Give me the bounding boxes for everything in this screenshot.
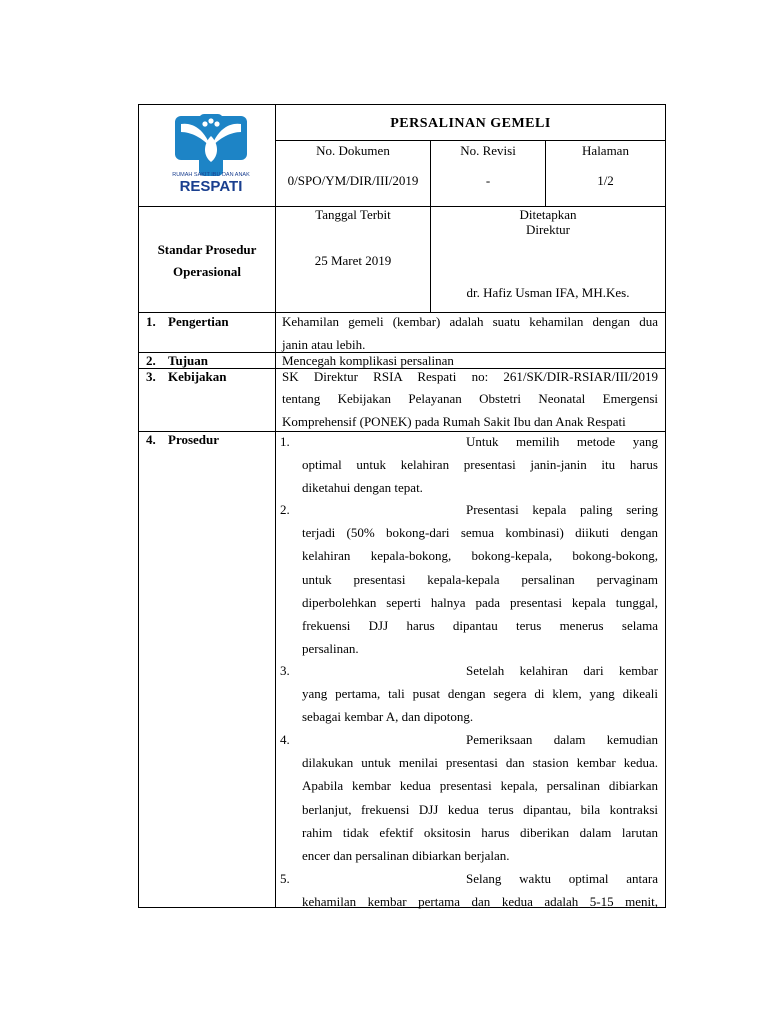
document-title: PERSALINAN GEMELI [390,116,551,131]
prosedur-item-line: rahim tidak efektif oksitosin harus diberikan dalam larutan [302,824,658,840]
prosedur-item-number: 2. [280,502,290,517]
prosedur-item-line: sebagai kembar A, dan dipotong. [302,709,474,725]
prosedur-item-line: encer dan persalinan dibiarkan berjalan. [302,847,510,863]
divider-left-col [275,104,276,908]
no-revisi-label: No. Revisi [460,143,516,158]
tanggal-terbit-label: Tanggal Terbit [315,207,391,222]
section-number-kebijakan: 3. [146,369,156,384]
prosedur-item-line: Selang waktu optimal antara [466,871,658,886]
prosedur-item-line: berlanjut, frekuensi DJJ kedua terus dipantau, bila kontraksi [302,801,658,817]
table-border-right [665,104,666,908]
section-number-prosedur: 4. [146,432,156,447]
spo-title-line2: Operasional [173,264,241,279]
prosedur-item-line: Apabila kembar kedua presentasi kepala, persalinan dibiarkan [302,778,658,794]
prosedur-item-line: optimal untuk kelahiran presentasi janin-janin itu harus [302,457,658,473]
table-border-left [138,104,139,908]
prosedur-item-line: untuk presentasi kepala-kepala persalinan pervaginam [302,571,658,587]
halaman-value: 1/2 [597,173,614,188]
prosedur-item-line: dilakukan untuk menilai presentasi dan stasion kembar kedua. [302,755,658,771]
prosedur-item-line: frekuensi DJJ harus dipantau terus menerus selama [302,617,658,633]
kebijakan-text-line1: SK Direktur RSIA Respati no: 261/SK/DIR-RSIAR/III/2019 [282,369,658,384]
prosedur-item-line: diperbolehkan seperti halnya pada presentasi kepala tunggal, [302,594,658,610]
prosedur-item-line: Pemeriksaan dalam kemudian [466,732,658,747]
section-label-tujuan: Tujuan [168,353,208,368]
prosedur-item-line: Presentasi kepala paling sering [466,502,658,517]
prosedur-item-number: 5. [280,871,290,886]
prosedur-item-number: 3. [280,663,290,678]
hospital-logo [167,114,255,194]
prosedur-item-1 [302,430,658,500]
kebijakan-text-line2: tentang Kebijakan Pelayanan Obstetri Neonatal Emergensi [282,391,658,406]
no-dokumen-value: 0/SPO/YM/DIR/III/2019 [287,173,419,188]
pengertian-text-line1: Kehamilan gemeli (kembar) adalah suatu kehamilan dengan dua [282,314,658,329]
prosedur-item-4 [302,728,658,867]
logo-text-top: RUMAH SAKIT IBU DAN ANAK [172,172,250,178]
kebijakan-text-line3: Komprehensif (PONEK) pada Rumah Sakit Ibu dan Anak Respati [282,414,626,429]
prosedur-item-line: persalinan. [302,641,359,657]
section-number-tujuan: 2. [146,353,156,368]
direktur-label: Direktur [525,222,571,237]
table-border-top [138,104,666,105]
pengertian-text-line2: janin atau lebih. [282,337,366,352]
section-label-pengertian: Pengertian [168,314,229,329]
ditetapkan-label: Ditetapkan [519,207,577,222]
prosedur-item-line: Untuk memilih metode yang [466,434,658,449]
divider-title-bottom [275,140,666,141]
prosedur-item-line: kelahiran kepala-bokong, bokong-kepala, bokong-bokong, [302,548,658,564]
logo-text-main: RESPATI [179,178,243,194]
tujuan-text: Mencegah komplikasi persalinan [282,353,454,368]
halaman-label: Halaman [582,143,629,158]
section-label-prosedur: Prosedur [168,432,220,447]
tanggal-terbit-value: 25 Maret 2019 [314,253,392,268]
prosedur-item-number: 4. [280,732,290,747]
section-number-pengertian: 1. [146,314,156,329]
prosedur-item-3 [302,659,658,729]
divider-header-row2 [138,312,666,313]
spo-title-line1: Standar Prosedur [157,242,257,257]
section-label-kebijakan: Kebijakan [168,369,227,384]
prosedur-item-2 [302,498,658,660]
prosedur-item-line: Setelah kelahiran dari kembar [466,663,658,678]
direktur-name: dr. Hafiz Usman IFA, MH.Kes. [466,285,630,300]
no-dokumen-label: No. Dokumen [316,143,390,158]
no-revisi-value: - [485,173,491,188]
prosedur-item-line: terjadi (50% bokong-dari semua kombinasi) diikuti dengan [302,525,658,541]
prosedur-item-line: kehamilan kembar pertama dan kedua adalah 5-15 menit, [302,894,658,910]
prosedur-item-number: 1. [280,434,290,449]
prosedur-item-line: yang pertama, tali pusat dengan segera di klem, yang dikeali [302,686,658,702]
prosedur-item-line: diketahui dengan tepat. [302,480,423,496]
prosedur-item-5 [302,867,658,913]
